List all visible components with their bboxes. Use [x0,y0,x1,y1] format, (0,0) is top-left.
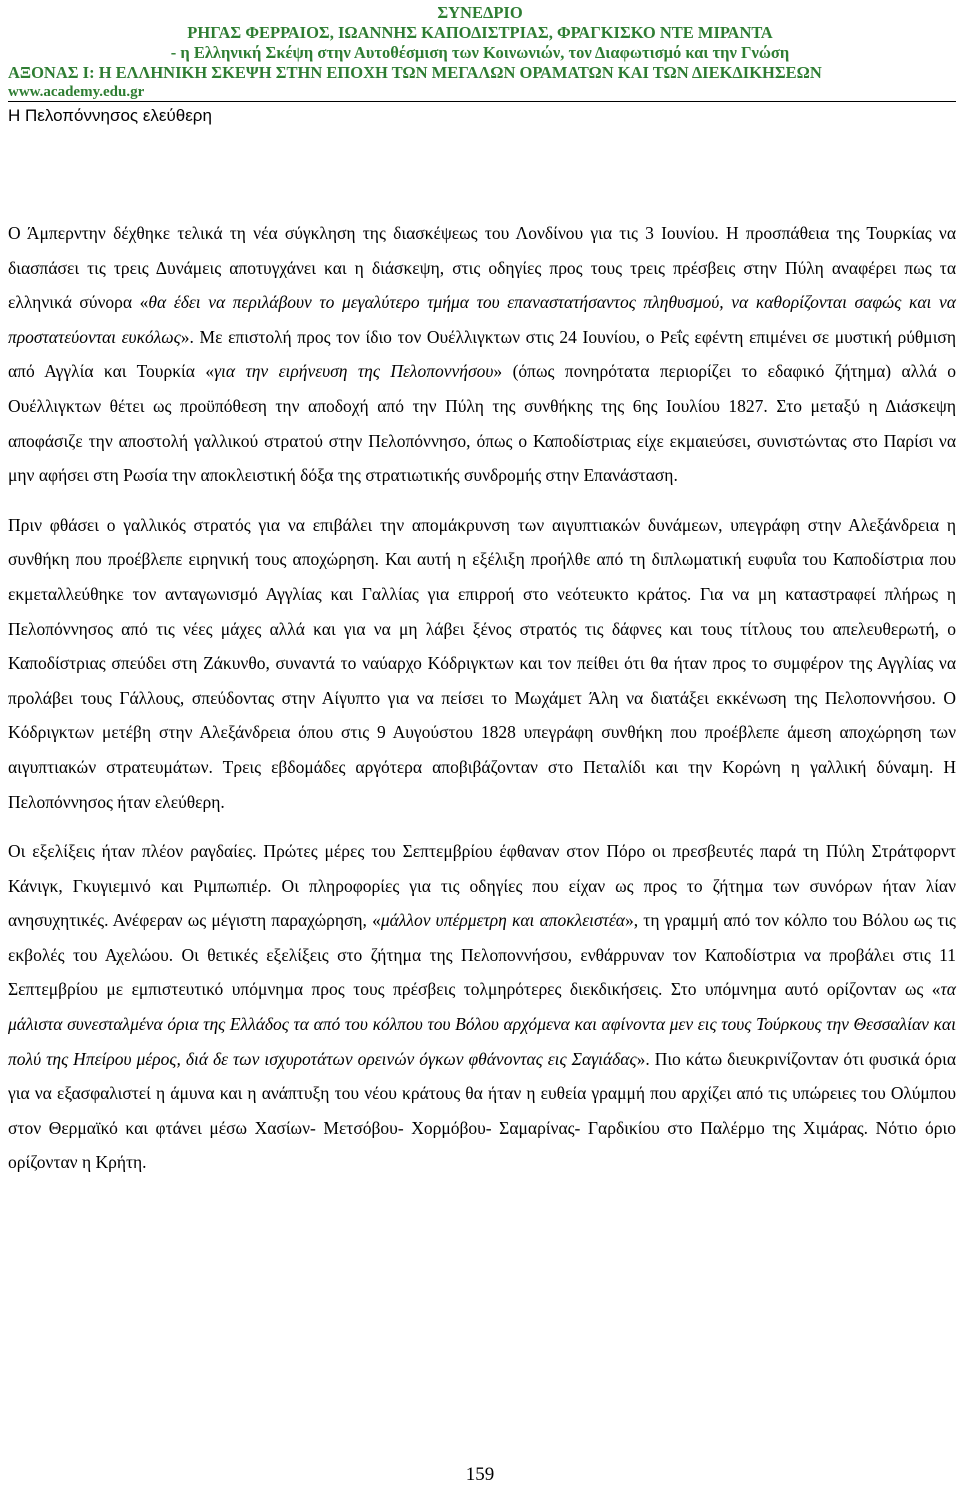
quoted-italic-text: θα έδει να περιλάβουν το μεγαλύτερο τμήμα του επαναστατήσαντος πληθυσμού, να καθορίζονται σαφώς και να προστατεύονται ευκόλως [8,292,956,347]
paragraph-text: ». Με επιστολή προς τον ίδιο τον Ουέλλιγκτων στις 24 Ιουνίου, ο Ρεΐς εφέντη επιμένει σε μυστική ρύθμιση από Αγγλία και Τουρκία « [8,326,956,382]
quoted-italic-text: για την ειρήνευση της Πελοποννήσου [214,361,494,382]
paragraph-3 [8,834,956,1180]
header-divider [8,101,956,102]
quoted-italic-text: μάλλον υπέρμετρη και αποκλειστέα [380,910,625,931]
paragraph-text: ». Πιο κάτω διευκρινίζονταν ότι φυσικά όρια για να εξασφαλιστεί η άμυνα και η ανάπτυξη του νέου κράτους θα ήταν η ευθεία γραμμή που αρχίζει από τις υπώρειες του Ολύμπου στον Θερμαϊκό και φτάνει μέσω Χασίων- Μετσόβου- Χορμόβου- Σαμαρίνας- Γαρδικίου στο Παλέρμο της Χιμάρας. Νότιο όριο ορίζονταν η Κρήτη. [8,1048,956,1173]
body-text [8,216,956,1195]
paragraph-text: Ο Άμπερντην δέχθηκε τελικά τη νέα σύγκληση της διασκέψεως του Λονδίνου για τις 3 Ιουνίου. Η προσπάθεια της Τουρκίας να διασπάσει τις τρεις Δυνάμεις αποτυγχάνει και η διάσκεψη, στις οδηγίες προς τους τρεις πρέσβεις στην Πύλη αναφέρει πως τα ελληνικά σύνορα « [8,223,956,313]
header-conference-label: ΣΥΝΕΔΡΙΟ [437,3,523,22]
paragraph-text: Πριν φθάσει ο γαλλικός στρατός για να επιβάλει την απομάκρυνση των αιγυπτιακών δυνάμεων, υπεγράφη στην Αλεξάνδρεια η συνθήκη που προέβλεπε ειρηνική τους αποχώρηση. Και αυτή η εξέλιξη προήλθε από τη διπλωματική ευφυΐα του Καποδίστρια που εκμεταλλεύθηκε τον ανταγωνισμό Αγγλίας και Γαλλίας για επιρροή στο νεότευκτο κράτος. Για να μη καταστραφεί πλήρως η Πελοπόννησος από τις νέες μάχες αλλά και για να μη λάβει ξένος στρατός τις δάφνες και τους τίτλους του απελευθερωτή, ο Καποδίστριας σπεύδει στη Ζάκυνθο, συναντά το ναύαρχο Κόδριγκτων και τον πείθει ότι θα ήταν προς το συμφέρον της Αγγλίας να προλάβει τους Γάλλους, σπεύδοντας στην Αίγυπτο για να πείσει το Μωχάμετ Άλη να διατάξει εκκένωση της Πελοποννήσου. Ο Κόδριγκτων μετέβη στην Αλεξάνδρεια όπου στις 9 Αυγούστου 1828 υπεγράφη συνθήκη που προέβλεπε άμεση αποχώρηση των αιγυπτιακών στρατευμάτων. Τρεις εβδομάδες αργότερα αποβιβάζονταν στο Πεταλίδι και την Κορώνη η γαλλική δύναμη. Η Πελοπόννησος ήταν ελεύθερη. [8,514,956,812]
header-conference-title: ΡΗΓΑΣ ΦΕΡΡΑΙΟΣ, ΙΩΑΝΝΗΣ ΚΑΠΟΔΙΣΤΡΙΑΣ, ΦΡΑΓΚΙΣΚΟ ΝΤΕ ΜΙΡΑΝΤΑ [187,23,773,42]
conference-header [0,3,960,101]
section-title: Η Πελοπόννησος ελεύθερη [8,106,212,125]
header-conference-subtitle: - η Ελληνική Σκέψη στην Αυτοθέσμιση των Κοινωνιών, τον Διαφωτισμό και την Γνώση [170,43,790,62]
paragraph-text: Οι εξελίξεις ήταν πλέον ραγδαίες. Πρώτες μέρες του Σεπτεμβρίου έφθαναν στον Πόρο οι πρεσβευτές παρά τη Πύλη Στράτφορντ Κάνιγκ, Γκυγιεμινό και Ριμπωπιέρ. Οι πληροφορίες για τις οδηγίες που είχαν ως προς το ζήτημα των συνόρων ήταν λίαν ανησυχητικές. Ανέφεραν ως μέγιστη παραχώρηση, « [8,841,956,931]
quoted-italic-text: τα μάλιστα συνεσταλμένα όρια της Ελλάδος τα από του κόλπου του Βόλου αρχόμενα και αφίνοντα μεν εις τους Τούρκους την Θεσσαλίαν και πολύ της Ηπείρου μέρος, διά δε των ισχυροτάτων ορεινών όγκων φθάνοντας εις Σαγιάδας [8,979,956,1069]
header-axis-title: ΑΞΟΝΑΣ Ι: Η ΕΛΛΗΝΙΚΗ ΣΚΕΨΗ ΣΤΗΝ ΕΠΟΧΗ ΤΩΝ ΜΕΓΑΛΩΝ ΟΡΑΜΑΤΩΝ ΚΑΙ ΤΩΝ ΔΙΕΚΔΙΚΗΣΕΩΝ [8,63,822,82]
paragraph-2 [8,508,956,819]
paragraph-1 [8,216,956,493]
paragraph-text: » (όπως πονηρότατα περιορίζει το εδαφικό ζήτημα) αλλά ο Ουέλλιγκτων θέτει ως προϋπόθεση την αποδοχή από την Πύλη της συνθήκης της 6ης Ιουλίου 1827. Στο μεταξύ η Διάσκεψη αποφάσιζε την αποστολή γαλλικού στρατού στην Πελοπόννησο, όπως ο Καποδίστριας είχε εκμαιεύσει, συνιστώντας στο Παρίσι να μην αφήσει στη Ρωσία την αποκλειστική δόξα της στρατιωτικής συνδρομής στην Επανάσταση. [8,361,956,486]
header-website-link[interactable]: www.academy.edu.gr [8,84,145,100]
page-number: 159 [465,1464,495,1485]
paragraph-text: », τη γραμμή από τον κόλπο του Βόλου ως τις εκβολές του Αχελώου. Οι θετικές εξελίξεις στο ζήτημα της Πελοποννήσου, ενθάρρυναν τον Καποδίστρια να προβάλει στις 11 Σεπτεμβρίου με εμπιστευτικό υπόμνημα προς τους πρέσβεις τολμηρότερες διεκδικήσεις. Στο υπόμνημα αυτό ορίζονταν ως « [8,910,956,1000]
